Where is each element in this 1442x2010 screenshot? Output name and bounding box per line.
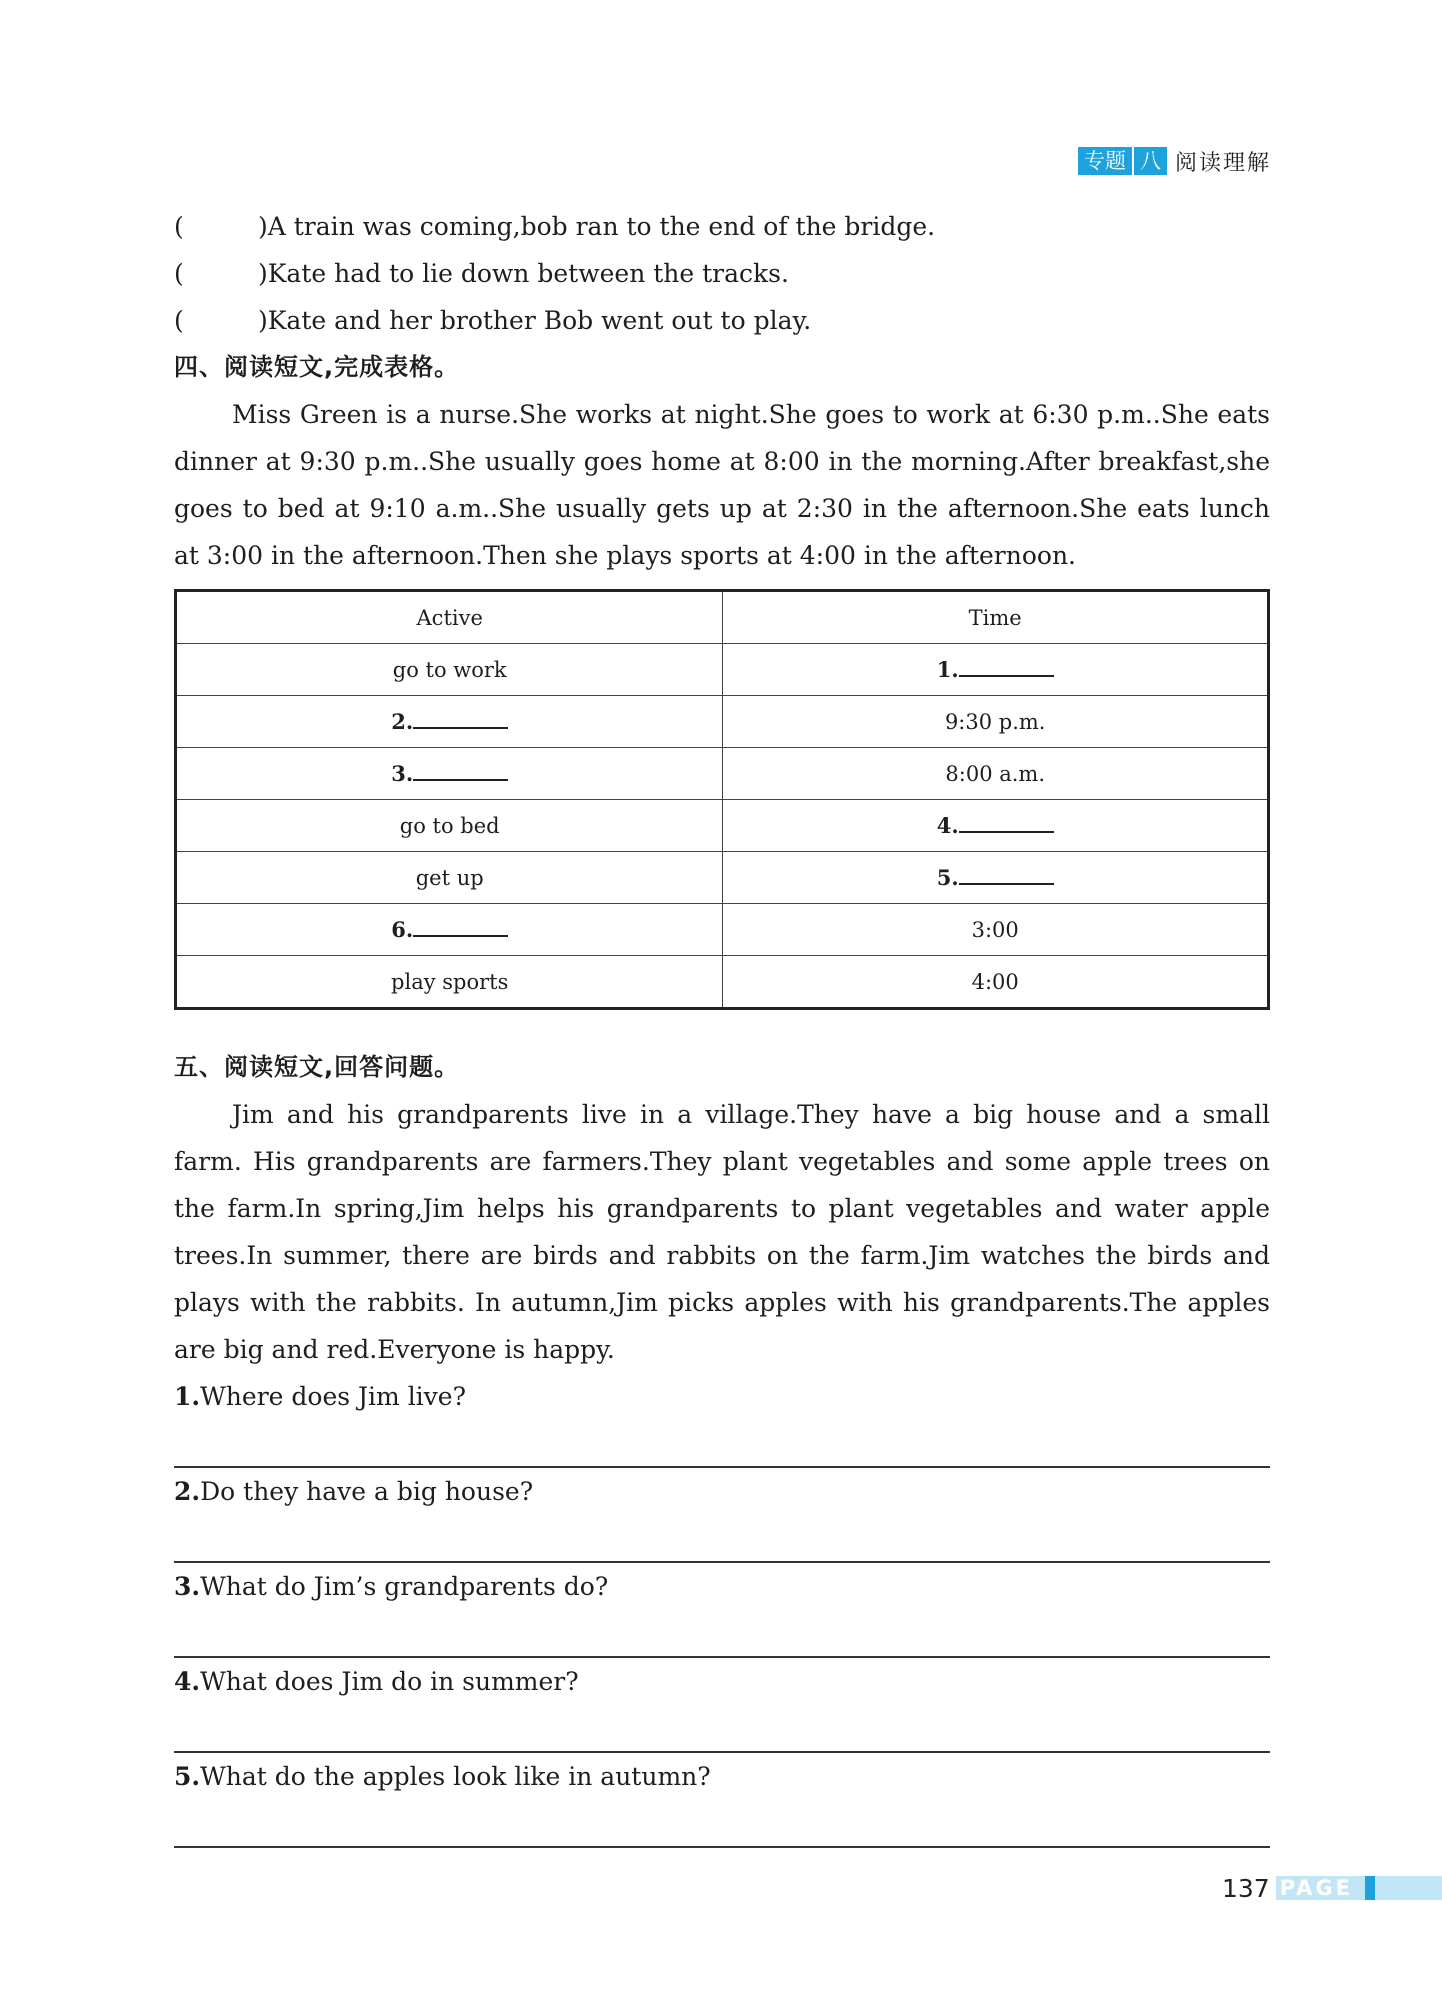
time-value: 3:00	[971, 917, 1019, 942]
ordering-item	[174, 250, 1270, 297]
header-time: Time	[723, 591, 1269, 644]
answer-line[interactable]	[174, 1705, 1270, 1753]
active-value: go to bed	[399, 813, 500, 838]
page-label: PAGE	[1279, 1876, 1354, 1900]
question-text: What do Jim’s grandparents do?	[200, 1572, 609, 1601]
fill-blank[interactable]	[959, 813, 1054, 833]
fill-blank[interactable]	[413, 761, 508, 781]
section5-title: 五、阅读短文,回答问题。	[174, 1053, 460, 1081]
fill-blank[interactable]	[959, 657, 1054, 677]
time-cell	[723, 852, 1269, 904]
question-item	[174, 1373, 1270, 1420]
page-number: 137	[1222, 1873, 1270, 1903]
question-number: 3.	[174, 1572, 201, 1601]
ordering-item	[174, 203, 1270, 250]
active-cell	[176, 852, 723, 904]
page-footer	[1222, 1873, 1442, 1903]
header-tag-number: 八	[1134, 147, 1167, 175]
answer-line[interactable]	[174, 1610, 1270, 1658]
time-cell	[723, 644, 1269, 696]
time-value: 8:00 a.m.	[945, 761, 1046, 786]
blank-number: 3.	[391, 761, 414, 786]
active-value: go to work	[392, 657, 507, 682]
answer-line[interactable]	[174, 1515, 1270, 1563]
fill-blank[interactable]	[413, 709, 508, 729]
active-cell	[176, 644, 723, 696]
answer-line[interactable]	[174, 1420, 1270, 1468]
answer-paren[interactable]: (	[174, 306, 184, 335]
question-item	[174, 1753, 1270, 1800]
section5-passage: Jim and his grandparents live in a village.They have a big house and a small farm. His grandparents are farmers.They plant vegetables and some apple trees on the farm.In spring,Jim helps his grandparents to plant vegetables and water apple trees.In summer, there are birds and rabbits on the farm.Jim watches the birds and plays with the rabbits. In autumn,Jim picks apples with his grandparents.The apples are big and red.Everyone is happy.	[174, 1100, 1270, 1364]
ordering-list	[174, 203, 1270, 344]
time-cell	[723, 748, 1269, 800]
blank-number: 5.	[936, 865, 959, 890]
header-title: 阅读理解	[1174, 150, 1271, 176]
page-bar	[1365, 1876, 1375, 1900]
section4-title: 四、阅读短文,完成表格。	[174, 353, 460, 381]
time-cell	[723, 956, 1269, 1009]
blank-number: 6.	[391, 917, 414, 942]
active-value: play sports	[391, 969, 509, 994]
ordering-item	[174, 297, 1270, 344]
header-active: Active	[176, 591, 723, 644]
question-number: 1.	[174, 1382, 201, 1411]
table-row	[176, 748, 1269, 800]
table-header-row	[176, 591, 1269, 644]
question-text: What does Jim do in summer?	[200, 1667, 579, 1696]
ordering-item-text: )Kate had to lie down between the tracks.	[258, 259, 789, 288]
page-content	[174, 203, 1270, 1848]
section4-passage: Miss Green is a nurse.She works at night.She goes to work at 6:30 p.m..She eats dinner at 9:30 p.m..She usually goes home at 8:00 in the morning.After breakfast,she goes to bed at 9:10 a.m..She usually gets up at 2:30 in the afternoon.She eats lunch at 3:00 in the afternoon.Then she plays sports at 4:00 in the afternoon.	[174, 400, 1270, 570]
time-value: 9:30 p.m.	[944, 709, 1046, 734]
table-row	[176, 956, 1269, 1009]
answer-line[interactable]	[174, 1800, 1270, 1848]
fill-blank[interactable]	[413, 917, 508, 937]
time-cell	[723, 800, 1269, 852]
question-number: 5.	[174, 1762, 201, 1791]
active-cell	[176, 748, 723, 800]
page-band	[1276, 1876, 1442, 1900]
table-row	[176, 852, 1269, 904]
question-list	[174, 1373, 1270, 1848]
question-text: Where does Jim live?	[200, 1382, 467, 1411]
fill-blank[interactable]	[959, 865, 1054, 885]
schedule-table	[174, 589, 1270, 1010]
question-item	[174, 1468, 1270, 1515]
table-row	[176, 696, 1269, 748]
time-cell	[723, 904, 1269, 956]
table-row	[176, 800, 1269, 852]
question-number: 2.	[174, 1477, 201, 1506]
active-value: get up	[415, 865, 484, 890]
time-cell	[723, 696, 1269, 748]
answer-paren[interactable]: (	[174, 212, 184, 241]
time-value: 4:00	[971, 969, 1019, 994]
blank-number: 1.	[936, 657, 959, 682]
question-item	[174, 1563, 1270, 1610]
blank-number: 4.	[936, 813, 959, 838]
active-cell	[176, 956, 723, 1009]
question-item	[174, 1658, 1270, 1705]
active-cell	[176, 904, 723, 956]
question-number: 4.	[174, 1667, 201, 1696]
header-tag-label: 专题	[1078, 147, 1132, 175]
question-text: Do they have a big house?	[200, 1477, 534, 1506]
ordering-item-text: )Kate and her brother Bob went out to play.	[258, 306, 812, 335]
table-row	[176, 644, 1269, 696]
active-cell	[176, 800, 723, 852]
ordering-item-text: )A train was coming,bob ran to the end of the bridge.	[258, 212, 936, 241]
section-header-tag	[1078, 146, 1271, 176]
answer-paren[interactable]: (	[174, 259, 184, 288]
blank-number: 2.	[391, 709, 414, 734]
active-cell	[176, 696, 723, 748]
question-text: What do the apples look like in autumn?	[200, 1762, 711, 1791]
table-row	[176, 904, 1269, 956]
